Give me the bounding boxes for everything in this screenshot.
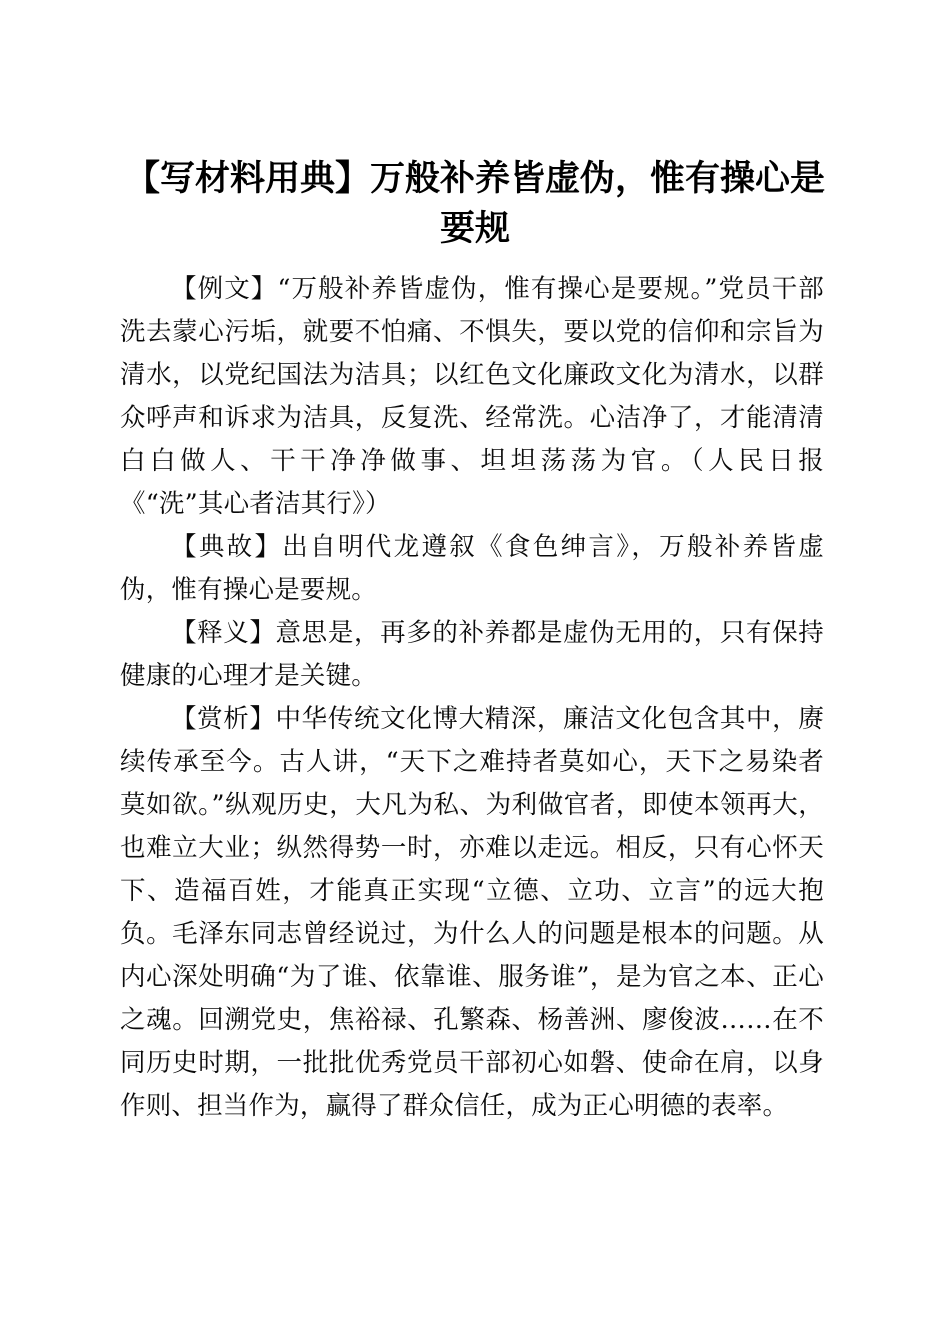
paragraph-shiyi: 【释义】意思是，再多的补养都是虚伪无用的，只有保持健康的心理才是关键。 — [120, 618, 824, 691]
paragraph-diangu: 【典故】出自明代龙遵叙《食色绅言》，万般补养皆虚伪，惟有操心是要规。 — [120, 532, 824, 605]
paragraph-liwen: 【例文】“万般补养皆虚伪，惟有操心是要规。”党员干部洗去蒙心污垢，就要不怕痛、不惧失，要以党的信仰和宗旨为清水，以党纪国法为洁具；以红色文化廉政文化为清水，以群众呼声和诉求为洁具，反复洗、经常洗。心洁净了，才能清清白白做人、干干净净做事、坦坦荡荡为官。（人民日报《“洗”其心者洁其行》） — [120, 274, 824, 519]
paragraph-shangxi: 【赏析】中华传统文化博大精深，廉洁文化包含其中，赓续传承至今。古人讲，“天下之难持者莫如心，天下之易染者莫如欲。”纵观历史，大凡为私、为利做官者，即使本领再大，也难立大业；纵然得势一时，亦难以走远。相反，只有心怀天下、造福百姓，才能真正实现“立德、立功、立言”的远大抱负。毛泽东同志曾经说过，为什么人的问题是根本的问题。从内心深处明确“为了谁、依靠谁、服务谁”，是为官之本、正心之魂。回溯党史，焦裕禄、孔繁森、杨善洲、廖俊波……在不同历史时期，一批批优秀党员干部初心如磐、使命在肩，以身作则、担当作为，赢得了群众信任，成为正心明德的表率。 — [120, 704, 824, 1121]
page-title: 【写材料用典】万般补养皆虚伪，惟有操心是要规 — [124, 158, 825, 250]
document-body — [120, 268, 824, 1128]
